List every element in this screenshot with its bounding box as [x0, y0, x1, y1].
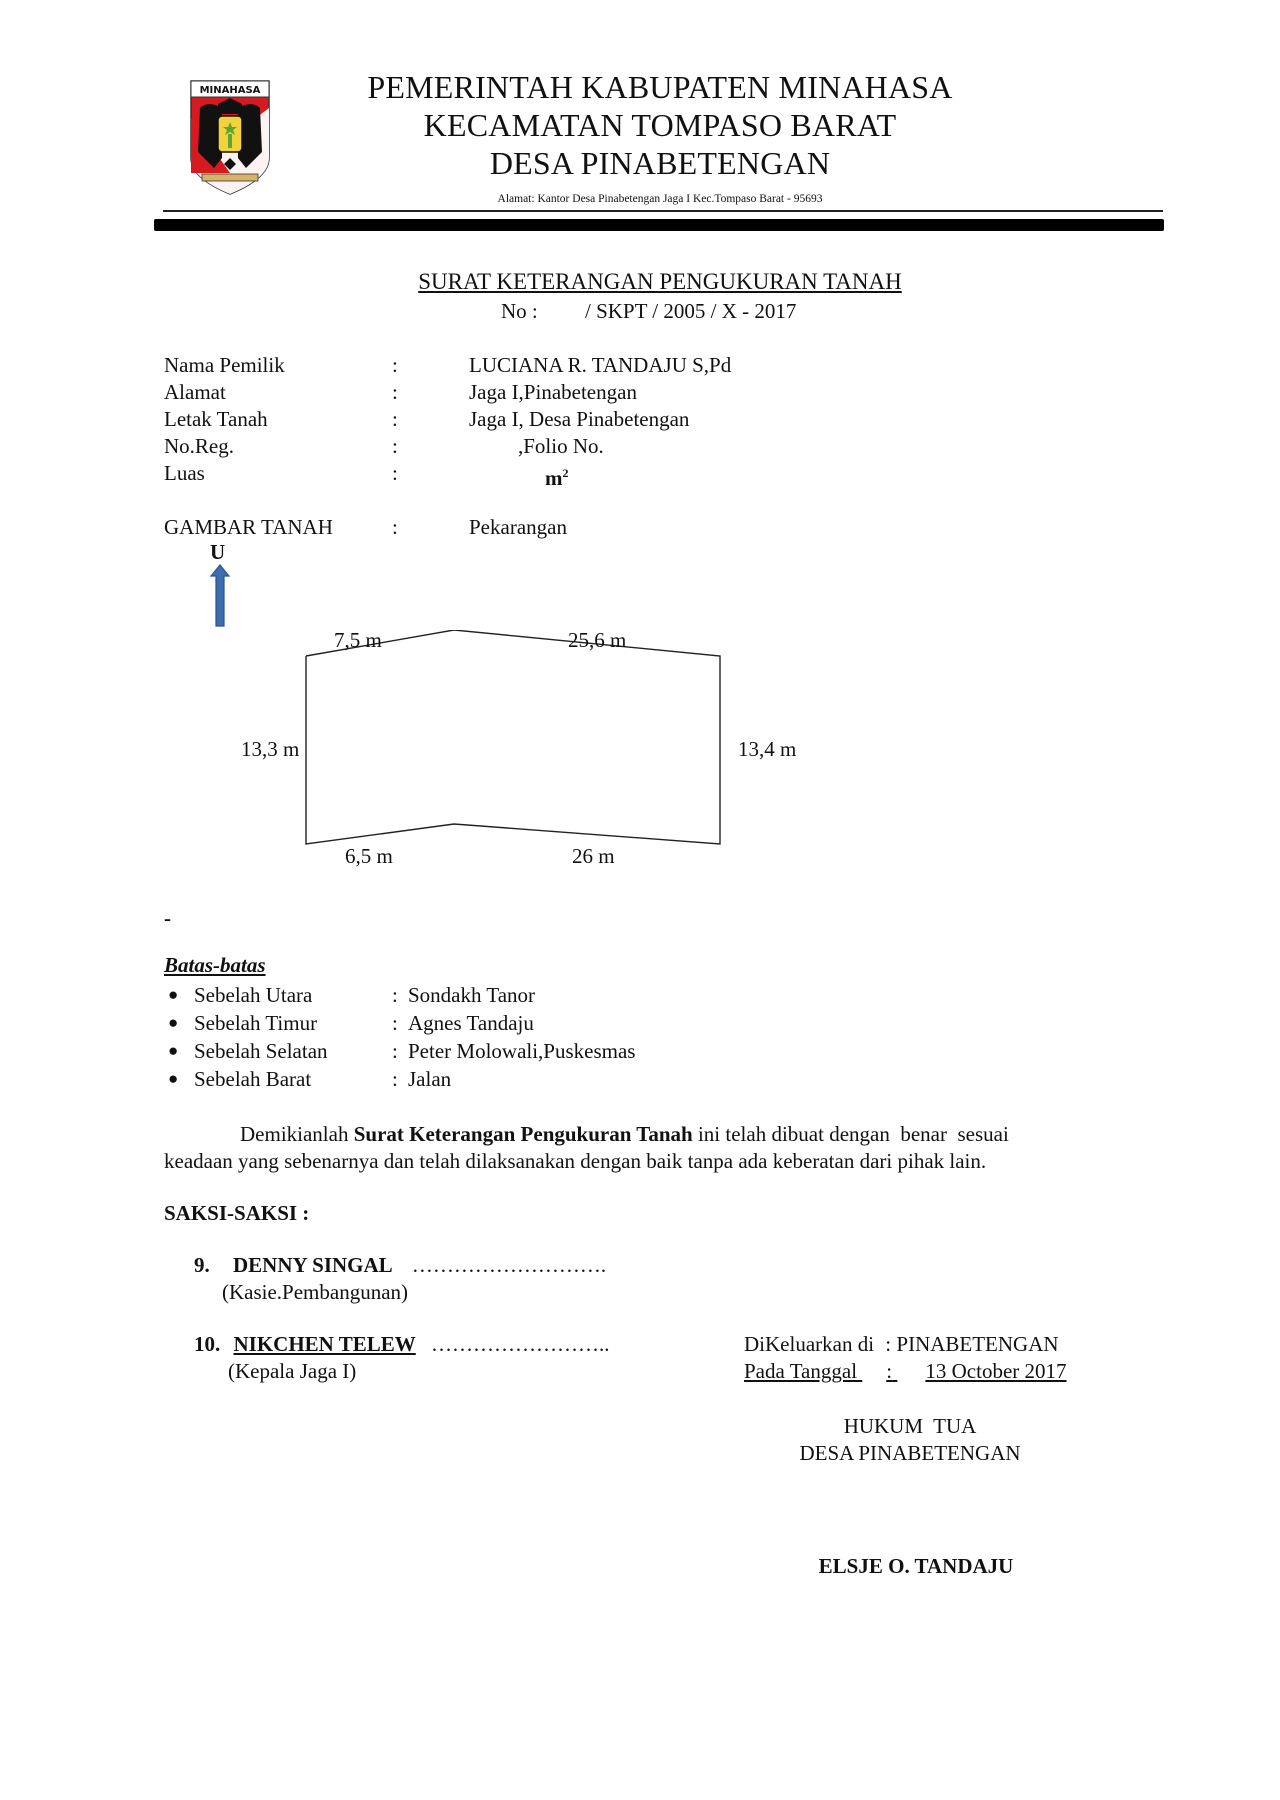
batas-label: Sebelah Timur [194, 1011, 318, 1035]
closing-bold: Surat Keterangan Pengukuran Tanah [353, 1122, 693, 1146]
letterhead-line-3: DESA PINABETENGAN [489, 145, 831, 181]
letterhead-line-2: KECAMATAN TOMPASO BARAT [423, 107, 897, 143]
letterhead-divider-thick [154, 219, 1164, 231]
field-label: Alamat [164, 380, 226, 404]
letterhead-logo [188, 78, 272, 196]
bullet-icon: ● [168, 1013, 179, 1032]
batas-label: Sebelah Barat [194, 1067, 312, 1091]
issued-date [744, 1359, 1096, 1384]
document-number [501, 299, 796, 324]
dimension-bottom-right: 26 m [572, 844, 615, 868]
bullet-icon: ● [168, 1041, 179, 1060]
field-value: Pekarangan [469, 515, 567, 539]
letterhead-address: Alamat: Kantor Desa Pinabetengan Jaga I Kec.Tompaso Barat - 95693 [497, 193, 823, 205]
field-label: GAMBAR TANAH [164, 515, 333, 539]
field-separator: : [392, 353, 398, 377]
field-label: Letak Tanah [164, 407, 268, 431]
field-separator: : [392, 515, 398, 539]
letterhead-divider-thin [163, 210, 1163, 212]
luas-unit-exponent: 2 [562, 466, 569, 480]
issued-place [744, 1332, 1059, 1357]
closing-post: ini telah dibuat dengan benar sesuai [692, 1122, 1009, 1146]
saksi-name: DENNY SINGAL [233, 1253, 393, 1277]
issued-date-label: Pada Tanggal [744, 1359, 858, 1383]
field-separator: : [392, 434, 398, 458]
field-value: ,Folio No. [518, 434, 604, 458]
land-plot-diagram [300, 630, 730, 850]
dash-marker: - [164, 906, 171, 930]
batas-value: Jalan [408, 1067, 452, 1091]
saksi-item-9 [194, 1253, 606, 1278]
field-label: Luas [164, 461, 205, 485]
bullet-icon: ● [168, 1069, 179, 1088]
dimension-top-left: 7,5 m [334, 628, 382, 652]
signature-line: ………………………. [411, 1253, 607, 1277]
field-separator: : [392, 461, 398, 485]
issued-date-value: 13 October 2017 [925, 1359, 1067, 1383]
dimension-right: 13,4 m [738, 737, 797, 761]
signature-line: …………………….. [431, 1332, 610, 1356]
batas-separator: : [392, 1067, 398, 1091]
batas-separator: : [392, 1039, 398, 1063]
batas-separator: : [392, 983, 398, 1007]
batas-heading: Batas-batas [164, 953, 266, 977]
saksi-role-10: (Kepala Jaga I) [228, 1359, 357, 1383]
field-value [545, 460, 569, 492]
document-number-label: No : [501, 299, 538, 323]
dimension-left: 13,3 m [241, 737, 300, 761]
field-value: Jaga I, Desa Pinabetengan [469, 407, 690, 431]
issued-place-separator: : [885, 1332, 892, 1356]
batas-separator: : [392, 1011, 398, 1035]
batas-value: Sondakh Tanor [408, 983, 536, 1007]
issued-date-separator: : [886, 1359, 893, 1383]
field-separator: : [392, 380, 398, 404]
letterhead-line-1: PEMERINTAH KABUPATEN MINAHASA [367, 69, 953, 105]
closing-pre: Demikianlah [240, 1122, 354, 1146]
document-number-value: / SKPT / 2005 / X - 2017 [585, 299, 797, 323]
dimension-bottom-left: 6,5 m [345, 844, 393, 868]
dimension-top-right: 25,6 m [568, 628, 627, 652]
signatory-title-1: HUKUM TUA [843, 1414, 977, 1438]
signatory-title-2: DESA PINABETENGAN [799, 1441, 1021, 1465]
closing-paragraph-line-2: keadaan yang sebenarnya dan telah dilaksanakan dengan baik tanpa ada keberatan dari pihak lain. [164, 1149, 987, 1173]
logo-label: MINAHASA [199, 85, 261, 96]
saksi-number: 10. [194, 1332, 221, 1356]
signatory-name: ELSJE O. TANDAJU [818, 1554, 1014, 1578]
saksi-name: NIKCHEN TELEW [233, 1332, 416, 1356]
luas-unit: m [545, 466, 563, 490]
issued-place-value: PINABETENGAN [896, 1332, 1059, 1356]
saksi-item-10 [194, 1332, 610, 1357]
saksi-heading: SAKSI-SAKSI : [164, 1201, 310, 1225]
field-separator: : [392, 407, 398, 431]
north-label: U [210, 540, 226, 564]
batas-value: Peter Molowali,Puskesmas [408, 1039, 636, 1063]
saksi-role-9: (Kasie.Pembangunan) [222, 1280, 409, 1304]
field-label: Nama Pemilik [164, 353, 285, 377]
bullet-icon: ● [168, 985, 179, 1004]
field-value: LUCIANA R. TANDAJU S,Pd [469, 353, 732, 377]
field-label: No.Reg. [164, 434, 234, 458]
north-arrow-icon [208, 563, 232, 629]
batas-value: Agnes Tandaju [408, 1011, 534, 1035]
batas-label: Sebelah Selatan [194, 1039, 328, 1063]
saksi-number: 9. [194, 1253, 210, 1277]
minahasa-coat-of-arms-icon [188, 78, 272, 196]
closing-paragraph-line-1 [240, 1122, 1009, 1147]
field-value: Jaga I,Pinabetengan [469, 380, 637, 404]
batas-label: Sebelah Utara [194, 983, 313, 1007]
document-title: SURAT KETERANGAN PENGUKURAN TANAH [418, 269, 902, 294]
issued-place-label: DiKeluarkan di [744, 1332, 875, 1356]
